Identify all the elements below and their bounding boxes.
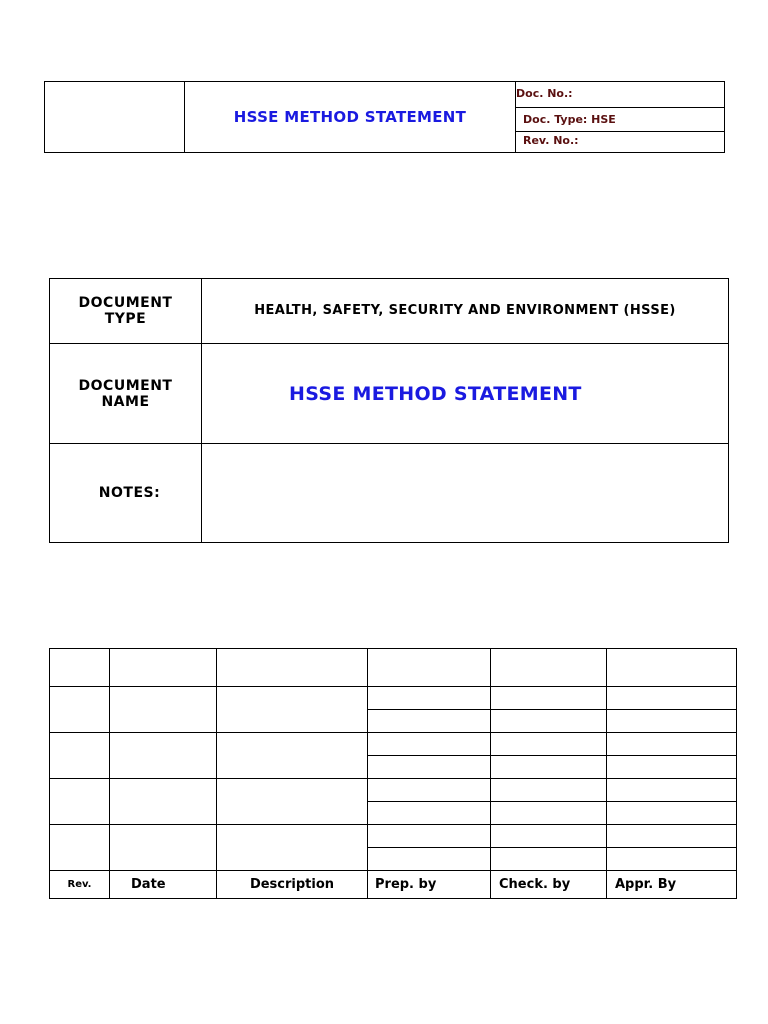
table-row	[50, 687, 737, 710]
document-info-table	[49, 278, 729, 543]
logo-cell	[45, 82, 185, 152]
document-name-label: DOCUMENT NAME	[50, 344, 202, 444]
doc-type-label: Doc. Type: HSE	[516, 108, 724, 132]
table-row	[50, 779, 737, 802]
header-title-cell	[185, 82, 516, 152]
document-type-value: HEALTH, SAFETY, SECURITY AND ENVIRONMENT (HSSE)	[202, 279, 728, 344]
document-type-label: DOCUMENT TYPE	[50, 279, 202, 344]
revision-table-header	[50, 871, 737, 899]
column-description: Description	[217, 871, 368, 899]
column-appr-by: Appr. By	[607, 871, 737, 899]
column-rev: Rev.	[50, 871, 110, 899]
column-date: Date	[110, 871, 217, 899]
notes-value-cell	[202, 444, 728, 542]
notes-label: NOTES:	[50, 444, 202, 542]
table-row	[50, 649, 737, 687]
doc-no-label: Doc. No.:	[516, 82, 724, 108]
table-row	[50, 825, 737, 848]
revision-table	[49, 648, 737, 899]
document-name-value: HSSE METHOD STATEMENT	[202, 344, 728, 444]
document-header	[44, 81, 725, 153]
table-row	[50, 733, 737, 756]
rev-no-label: Rev. No.:	[523, 134, 579, 147]
column-prep-by: Prep. by	[368, 871, 491, 899]
column-check-by: Check. by	[491, 871, 607, 899]
header-title: HSSE METHOD STATEMENT	[233, 108, 467, 126]
